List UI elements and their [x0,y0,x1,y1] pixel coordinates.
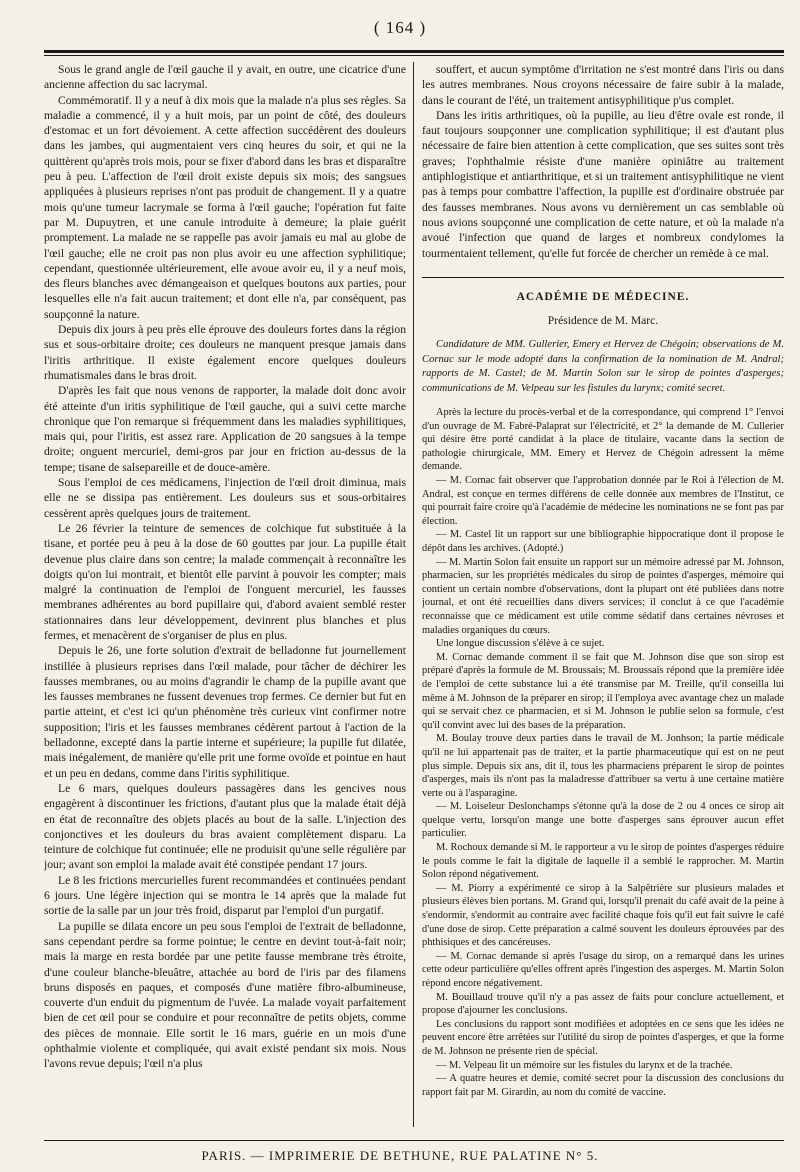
paragraph: Le 26 février la teinture de semences de colchique fut substituée à la tisane, et portée peu à peu à la dose de 60 gouttes par jour. La pupille était devenue plus claire dans son centre; la malade commençait à reconnaître les doigts qu'on lui montrait, et bientôt elle parvint à pouvoir les compter; mais malgré la continuation de l'emploi de l'onguent mercuriel, les fausses membranes adhérentes au bord pupillaire qui, d'abord avaient semblé rester stationnaires dans leur développement, devinrent plus blanches et plus fermes, et menacèrent de s'organiser de plus en plus. [44,521,406,642]
proceedings-paragraph: — M. Martin Solon fait ensuite un rapport sur un mémoire adressé par M. Johnson, pharmacien, sur les propriétés médicales du sirop de pointes d'asperges, mémoire qui contient un certain nombre d'observations, dont la plupart ont été publiées dans notre journal, et ont été recueillies dans divers services; il conclut à ce que l'académie reconnaisse que ce médicament est utile comme sédatif dans certaines névroses et maladies organiques du cœurs. [422,556,784,636]
proceedings-paragraph: Les conclusions du rapport sont modifiées et adoptées en ce sens que les idées ne peuvent encore être arrêtées sur l'utilité du sirop de pointes d'asperges, et que la forme de M. Johnson ne présente rien de spécial. [422,1018,784,1057]
paragraph: Depuis dix jours à peu près elle éprouve des douleurs fortes dans la région sus et sous-orbitaire droite; ces douleurs ne manquent presque jamais dans l'iritis arthritique. Il existe également encore quelques douleurs rhumatismales dans le bras droit. [44,323,406,382]
paragraph: Dans les iritis arthritiques, où la pupille, au lieu d'être ovale est ronde, il faut toujours soupçonner une complication syphilitique; il est d'autant plus nécessaire de faire bien attention à cette complication, que ses suites sont très graves; l'ophthalmie résiste d'une manière opiniâtre au traitement antiphlogistique et antiarthritique, et si un traitement antisyphilitique ne vient pas à temps pour combattre l'affection, la pupille est d'ordinaire obstruée par des fausses membranes. Nous avons vu dernièrement un cas semblable où nous avions soupçonné une complication de cette nature, et où la malade n'a avoué l'infection que quand de larges et nombreux condylomes la tourmentaient tellement, qu'elle fut forcée de chercher un remède à ce mal. [422,108,784,260]
proceedings-paragraph: — M. Cornac fait observer que l'approbation donnée par le Roi à l'élection de M. Andral, est conçue en termes différens de celle donnée aux membres de l'Institut, ce qui pourrait faire croire qu'à l'académie de médecine les nominations ne se font pas par élection. [422,475,784,527]
paragraph: Depuis le 26, une forte solution d'extrait de belladonne fut journellement instillée à plusieurs reprises dans l'œil malade, pour tâcher de déchirer les fausses membranes, ou au moins d'agrandir le champ de la pupille avant que les fausses membranes ne fussent devenues trop fermes. Ce dernier but fut en partie atteint, et c'est ici qu'un phénomène très curieux vint confirmer notre supposition; l'iris et les fausses membranes cédèrent partout à l'action de la belladonne, excepté dans la partie interne et supérieure; la pupille fut dilatée, mais inégalement, de manière qu'elle prit une forme ovoïde et pointue en haut et un peu en dedans, comme dans l'iritis syphilitique. [44,644,406,780]
section-rule [422,277,784,278]
column-left [44,62,406,1130]
printer-imprint: PARIS. — IMPRIMERIE DE BETHUNE, RUE PALATINE N° 5. [201,1148,599,1163]
column-divider [413,62,414,1127]
proceedings-paragraph: — M. Velpeau lit un mémoire sur les fistules du larynx et de la trachée. [436,1059,733,1071]
proceedings-paragraph: M. Cornac demande comment il se fait que M. Johnson dise que son sirop est préparé d'après la formule de M. Broussais; M. Broussais répond que la première idée de l'emploi de cette substance lui a été transmise par M. Treille, qu'il conseilla lui même à M. Johnson de la préparer en sirop; il l'employa avec avantage chez un malade qui se servait chez ce pharmacien, et si M. Johnson le publie selon sa formule, c'est qu'il convint avec lui des bases de la préparation. [422,651,784,731]
header-rule-thin [44,55,784,56]
paragraph: Sous le grand angle de l'œil gauche il y avait, en outre, une cicatrice d'une ancienne affection du sac lacrymal. [44,63,406,92]
proceedings-paragraph: — M. Cornac demande si après l'usage du sirop, on a remarqué dans les urines cette odeur particulière qu'elles offrent après l'ingestion des asperges. M. Martin Solon répond encore négativement. [422,950,784,990]
footer-rule [44,1140,784,1141]
proceedings-paragraph: M. Boulay trouve deux parties dans le travail de M. Jonhson; la partie médicale qu'il ne lui appartenait pas de traiter, et la partie pharmaceutique qui est on ne peut plus simple. Depuis six ans, dit il, tous les pharmaciens préparent le sirop de pointes d'asperges, mais ils n'ont pas la maladresse d'attribuer sa vertu à une certaine matière verte ou à l'asparagine. [422,733,784,799]
page-number: ( 164 ) [373,18,427,37]
proceedings-paragraph: M. Bouillaud trouve qu'il n'y a pas assez de faits pour conclure actuellement, et propose d'ajourner les conclusions. [422,991,784,1017]
proceedings-paragraph: M. Rochoux demande si M. le rapporteur a vu le sirop de pointes d'asperges réduire le pouls comme le fait la digitale de laquelle il a semblé le rapprocher. M. Martin Solon répond négativement. [422,842,784,881]
column-right [422,62,784,1130]
proceedings-paragraph: — A quatre heures et demie, comité secret pour la discussion des conclusions du rapport fait par M. Girardin, au nom du comité de vaccine. [422,1073,784,1098]
paragraph: Le 8 les frictions mercurielles furent recommandées et continuées pendant 6 jours. Une légère injection qui se montra le 14 après que la malade fut sortie de la salle par un jour très froid, disparut par l'emploi d'un purgatif. [44,873,406,918]
proceedings-paragraph: Après la lecture du procès-verbal et de la correspondance, qui comprend 1° l'envoi d'un ouvrage de M. Fabré-Palaprat sur l'électricité, et 2° la demande de M. Cullerier qui désire être porté candidat à la place de titulaire, vacante dans la section de pathologie chirurgicale, MM. Emery et Hervez de Chégoin adressent la même demande. [422,407,784,473]
header-rule-thick [44,50,784,53]
proceedings-paragraph: — M. Loiseleur Deslonchamps s'étonne qu'à la dose de 2 ou 4 onces ce sirop ait quelque vertu, lorsqu'on mange une botte d'asperges sans éprouver aucun effet particulier. [422,801,784,840]
paragraph: La pupille se dilata encore un peu sous l'emploi de l'extrait de belladonne, sans cependant perdre sa forme pointue; le centre en devint tout-à-fait noir; mais la marge en resta bordée par une petite fausse membrane très étroite, d'une couleur blanche-bleuâtre, attachée au bord de l'iris par des filamens bruns disposés en paques, et composés d'une matière fibro-albumineuse, couverte d'un enduit du pigmentum de l'uvée. La malade voyait parfaitement bien de cet œil pour se conduire et pour reconnaître de petits objets, comme des pièces de monnaie. Elle sortit le 16 mars, guérie en un mois d'une ophthalmie violente et compliquée, qui avait existé pendant six mois. Nous l'avons revue depuis; l'œil n'a plus [44,919,406,1071]
paragraph: Commémoratif. Il y a neuf à dix mois que la malade n'a plus ses règles. Sa maladie a commencé, il y a huit mois, par un point de côté, des douleurs d'estomac et un fort dévoiement. A cette affection succédèrent des douleurs dans les jambes, qui augmentaient vers cinq heures du soir, et qui ne la quittèrent qu'après trois mois, pour se fixer d'abord dans les bras et disparaître peu à peu. L'affection de l'œil droit existe depuis six mois; des sangsues appliquées à plusieurs reprises n'ont pas produit de changement. Il y a quatre mois qu'une tumeur lacrymale se forma à l'œil gauche; l'opération fut faite par M. Dupuytren, et une canule introduite à demeure; la plaie guérit promptement. La malade ne se rappelle pas avoir jamais eu mal au globe de l'œil gauche; elle ne croit pas non plus avoir eu une affection syphilitique; cependant, questionnée ultérieurement, elle avoue avoir eu, il y a neuf mois, des fleurs blanches avec démangeaison et quelques boutons aux parties, pour lesquelles elle n'a fait aucun traitement; et dont elle n'a, par conséquent, pas soupçonné la nature. [44,93,406,321]
paragraph: Sous l'emploi de ces médicamens, l'injection de l'œil droit diminua, mais elle ne se dissipa pas entièrement. Les douleurs sus et sous-orbitaires cessèrent après quelques jours de traitement. [44,476,406,520]
section-agenda: Candidature de MM. Gullerier, Emery et Hervez de Chégoin; observations de M. Cornac sur le mode adopté dans la confirmation de la nomination de M. Andral; rapports de M. Castel; de M. Martin Solon sur le sirop de pointes d'asperges; communications de M. Velpeau sur les fistules du larynx; comité secret. [422,339,784,394]
paragraph: souffert, et aucun symptôme d'irritation ne s'est montré dans l'iris ou dans les autres membranes. Nous croyons nécessaire de faire subir à la malade, dans le courant de l'été, un traitement antisyphilitique p'us complet. [422,63,784,107]
section-heading: ACADÉMIE DE MÉDECINE. [516,290,690,303]
proceedings-paragraph: — M. Piorry a expérimenté ce sirop à la Salpêtrière sur plusieurs malades et plusieurs élèves bien portans. M. Grand qui, lorsqu'il prenait du café avait de la peine à s'endormir, s'endormit au contraire avec facilité chaque fois qu'il eut fait suivre le café d'une dose de sirop. Cette préparation a calmé souvent les douleurs éprouvées par des phthisiques et des cancéreuses. [422,882,784,949]
proceedings-paragraph: — M. Castel lit un rapport sur une bibliographie hippocratique dont il propose le dépôt dans les archives. (Adopté.) [422,529,784,555]
proceedings-paragraph: Une longue discussion s'élève à ce sujet. [436,638,605,650]
paragraph: Le 6 mars, quelques douleurs passagères dans les gencives nous engagèrent à discontinuer les frictions, d'autant plus que la malade était déjà en état de reconnaître des objets placés au bout de la salle. L'injection des conjonctives et les douleurs du bras avaient complètement disparu. La teinture de colchique fut continuée; elle ne produisit qu'une selle régulière par jour; avant son emploi la malade avait été constipée pendant 17 jours. [44,781,406,872]
paragraph: D'après les fait que nous venons de rapporter, la malade doit donc avoir été atteinte d'un iritis syphilitique de l'œil gauche, qui a suivi cette marche chronique que l'on remarque si fréquemment dans les maladies syphilitiques, mais qui, pour l'iritis, est assez rare. Application de 20 sangsues à la tempe droite; onguent mercuriel, demi-gros par jour en friction au-dessus de la tempe; tisane de salsepareille et de douce-amère. [44,384,406,474]
section-subheading: Présidence de M. Marc. [547,314,659,328]
